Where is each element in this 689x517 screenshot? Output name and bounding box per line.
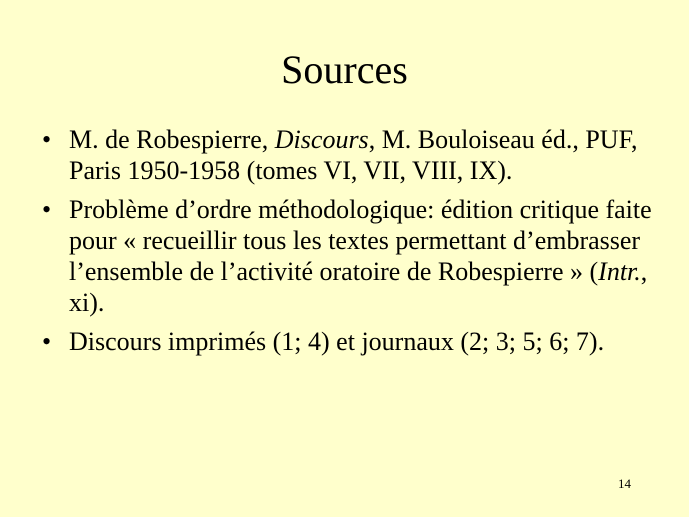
page-number: 14 — [618, 476, 631, 491]
bullet-item-1 — [42, 124, 662, 186]
bullet-text — [69, 125, 637, 185]
bullet-list — [42, 124, 662, 365]
italic-text-run: Discours — [274, 125, 369, 154]
text-run: Problème d’ordre méthodologique: édition critique faite pour « recueillir tous les textes permettant d’embrasser l’ensemble de l’activité oratoire de Robespierre » ( — [69, 195, 652, 286]
text-run: Discours imprimés (1; 4) et journaux (2; 3; 5; 6; 7). — [69, 327, 605, 356]
slide-title: Sources — [281, 47, 408, 92]
bullet-icon: • — [42, 195, 52, 224]
text-run: , M. Bouloiseau éd., PUF, Paris 1950-1958 (tomes VI, VII, VIII, IX). — [69, 125, 638, 185]
bullet-icon: • — [42, 125, 52, 154]
bullet-text — [69, 195, 652, 317]
text-run: , xi). — [69, 257, 648, 317]
bullet-text — [69, 327, 604, 356]
bullet-item-2 — [42, 194, 662, 318]
bullet-icon: • — [42, 327, 52, 356]
text-run: M. de Robespierre, — [69, 125, 275, 154]
bullet-item-3 — [42, 326, 662, 357]
italic-text-run: Intr. — [598, 257, 641, 286]
